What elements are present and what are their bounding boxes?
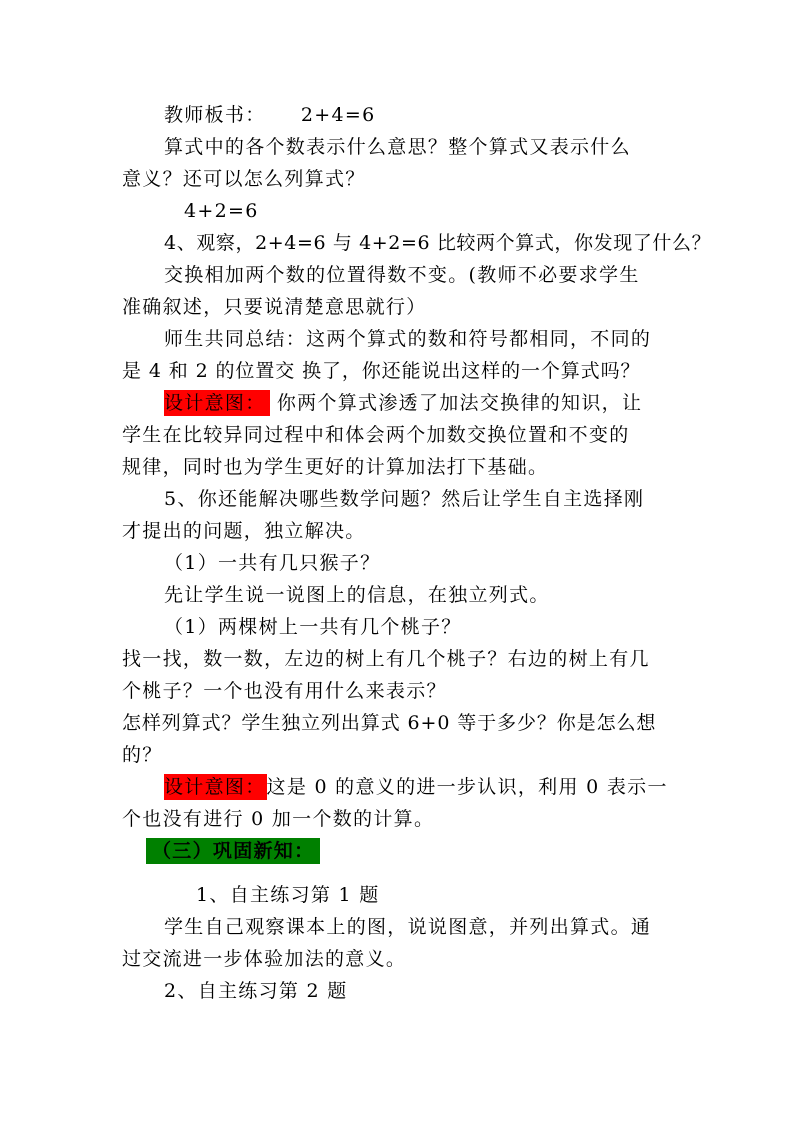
paragraph-line: 学生在比较异同过程中和体会两个加数交换位置和不变的 <box>122 424 630 446</box>
design-intent-line <box>164 773 668 801</box>
section-heading <box>146 837 320 865</box>
question-line: （1）两棵树上一共有几个桃子？ <box>164 616 462 638</box>
paragraph-line: 4、观察，2+4=6 与 4+2=6 比较两个算式，你发现了什么？ <box>164 232 712 254</box>
paragraph-line: 交换相加两个数的位置得数不变。(教师不必要求学生 <box>164 264 640 286</box>
exercise-line: 1、自主练习第 1 题 <box>196 884 380 906</box>
design-intent-tag: 设计意图： <box>164 776 266 798</box>
section-heading-label: （三）巩固新知： <box>146 838 320 864</box>
paragraph-line: 是 4 和 2 的位置交 换了，你还能说出这样的一个算式吗？ <box>122 360 641 382</box>
paragraph-line: 个也没有进行 0 加一个数的计算。 <box>122 808 435 830</box>
equation-line: 4+2=6 <box>184 200 259 222</box>
board-writing-equation: 2+4=6 <box>300 104 376 126</box>
design-intent-text: 你两个算式渗透了加法交换律的知识，让 <box>269 392 643 414</box>
design-intent-tag: 设计意图： <box>164 390 270 416</box>
paragraph-line: 的？ <box>122 744 163 766</box>
board-writing-label: 教师板书： <box>164 104 266 126</box>
paragraph-line: 先让学生说一说图上的信息，在独立列式。 <box>164 584 550 606</box>
board-writing-line <box>164 101 375 129</box>
paragraph-line: 过交流进一步体验加法的意义。 <box>122 948 407 970</box>
design-intent-line <box>164 389 642 417</box>
paragraph-line: 找一找，数一数，左边的树上有几个桃子？右边的树上有几 <box>122 648 650 670</box>
paragraph-line: 师生共同总结：这两个算式的数和符号都相同，不同的 <box>164 328 652 350</box>
paragraph-line: 规律，同时也为学生更好的计算加法打下基础。 <box>122 456 549 478</box>
paragraph-line: 准确叙述，只要说清楚意思就行） <box>122 296 427 318</box>
paragraph-line: 5、你还能解决哪些数学问题？然后让学生自主选择刚 <box>164 488 645 510</box>
question-line: （1）一共有几只猴子？ <box>164 552 381 574</box>
paragraph-line: 怎样列算式？学生独立列出算式 6+0 等于多少？你是怎么想 <box>122 712 657 734</box>
paragraph-line: 个桃子？一个也没有用什么来表示？ <box>122 680 447 702</box>
paragraph-line: 才提出的问题，独立解决。 <box>122 520 366 542</box>
paragraph-line: 学生自己观察课本上的图，说说图意，并列出算式。通 <box>164 916 652 938</box>
exercise-line: 2、自主练习第 2 题 <box>164 980 348 1002</box>
paragraph-line: 意义？还可以怎么列算式？ <box>122 168 366 190</box>
design-intent-text: 这是 0 的意义的进一步认识，利用 0 表示一 <box>266 776 668 798</box>
paragraph-line: 算式中的各个数表示什么意思？整个算式又表示什么 <box>164 136 631 158</box>
